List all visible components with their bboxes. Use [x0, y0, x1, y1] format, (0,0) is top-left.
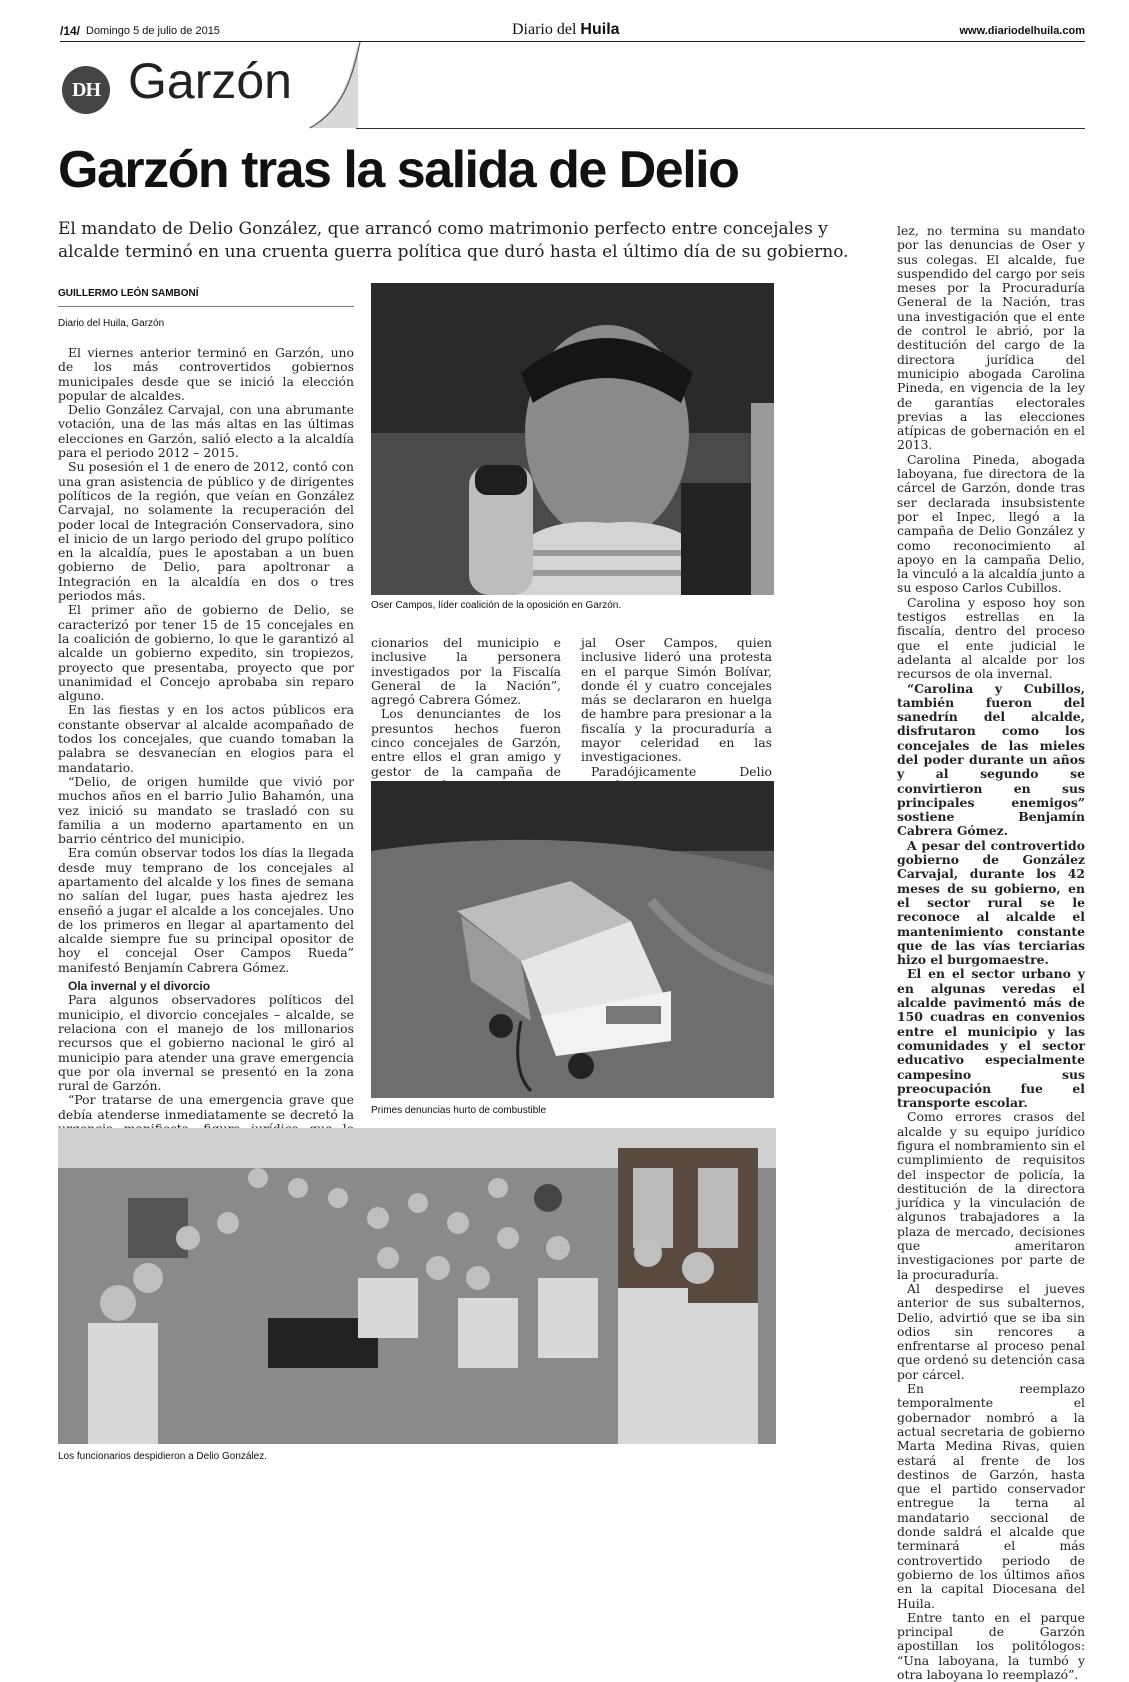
newspaper-name-suffix: Huila	[580, 21, 620, 38]
portrait-image-icon	[371, 283, 774, 595]
dateline: Diario del Huila, Garzón	[58, 318, 165, 329]
paragraph: jal Oser Campos, quien inclusive lideró una protesta en el parque Simón Bolívar, donde él y cuatro concejales más se declararon en huelga de hambre para presionar a la fiscalía y la procuraduría a mayor celeridad en las investigaciones.	[581, 635, 772, 765]
paragraph: Paradójicamente Delio	[591, 763, 772, 779]
paragraph: Carolina Pineda, abogada laboyana, fue directora de la cárcel de Garzón, donde tras ser declarada insubsistente por el Inpec, llegó a la campaña de Delio González y como reconocimiento al apoyo en la campaña Delio, la vinculó a la alcaldía junto a su esposo Carlos Cubillos.	[897, 451, 1085, 596]
section-title: Garzón	[128, 53, 292, 109]
paragraph: “Por tratarse de una emergencia grave que debía atenderse inmediatamente se decretó la	[58, 1092, 354, 1122]
header-rule	[60, 41, 1085, 42]
paragraph: lez, no termina su mandato por las denuncias de Oser y sus colegas. El alcalde, fue suspendido del cargo por seis meses por la Procuraduría General de la Nación, tras una investigación que el ente de control le abrió, por la destitución del cargo de la directora jurídica del municipio abogada Carolina Pineda, en vigencia de la ley de garantías electorales previas a las elecciones atípicas de gobernación en el 2013.	[897, 223, 1085, 453]
paragraph: Al despedirse el jueves anterior de sus subalternos, Delio, advirtió que se iba sin odios sin rencores a enfrentarse al proceso penal que ordenó su detención casa por cárcel.	[897, 1280, 1085, 1382]
photo-caption: Primes denuncias hurto de combustible	[371, 1105, 547, 1116]
paragraph: Su posesión el 1 de enero de 2012, contó con una gran asistencia de público y de dirigentes políticos de la región, que veían en González Carvajal, no solamente la recuperación del poder local de Integración Conservadora, sino el inicio de un largo periodo del grupo político en la alcaldía, pues le apostaban a un buen gobierno de Delio, para apoltronar a Integración en la alcaldía en dos o tres periodos más.	[58, 459, 354, 604]
paragraph: Los denunciantes de los presuntos hechos fueron cinco concejales de Garzón, entre ellos el gran amigo y gestor de la campaña de	[371, 706, 561, 779]
photo-caption: Los funcionarios despidieron a Delio González.	[58, 1451, 268, 1462]
byline: GUILLERMO LEÓN SAMBONÍ	[58, 288, 199, 299]
website-url: www.diariodelhuila.com	[959, 25, 1085, 37]
headline: Garzón tras la salida de Delio	[58, 141, 739, 199]
lead-paragraph: El mandato de Delio González, que arrancó como matrimonio perfecto entre concejales y alcalde terminó en una cruenta guerra política que duró hasta el último día de su gobierno.	[58, 219, 849, 262]
paragraph: “Delio, de origen humilde que vivió por muchos años en el barrio Julio Bahamón, una vez inició su mandato se trasladó con su familia a un moderno apartamento en un barrio céntrico del municipio.	[58, 773, 354, 847]
paragraph: Carolina y esposo hoy son testigos estrellas en la fiscalía, dentro del proceso que el ente judicial le adelanta al alcalde por los recursos de ola invernal.	[897, 594, 1085, 682]
paragraph: En las fiestas y en los actos públicos era constante observar al alcalde acompañado de todos los concejales, que cuando tomaban la palabra se desvanecían en elogios para el mandatario.	[58, 702, 354, 775]
byline-rule	[58, 306, 354, 307]
paragraph: Para algunos observadores políticos del municipio, el divorcio concejales – alcalde, se relaciona con el manejo de los millonarios recursos que el gobierno nacional le giró al municipio para atender una grave emergencia que por ola invernal se presentó en la zona rural de Garzón.	[58, 992, 354, 1094]
column-1	[58, 346, 354, 1194]
subheading: Ola invernal y el divorcio	[68, 979, 211, 994]
column-3	[581, 636, 772, 793]
group-image-icon	[58, 1128, 776, 1444]
photo-oser-campos	[371, 283, 774, 595]
truck-image-icon	[371, 781, 774, 1098]
photo-caption: Oser Campos, líder coalición de la oposición en Garzón.	[371, 600, 622, 611]
paragraph: Entre tanto en el parque principal de Garzón apostillan los politólogos: “Una laboyana, la tumbó y otra laboyana lo reemplazó”.	[897, 1609, 1085, 1682]
paragraph: A pesar del controvertido gobierno de González Carvajal, durante los 42 meses de su gobierno, en el sector rural se le reconoce al alcalde el mantenimiento constante que de las vías terciarias hizo el burgomaestre.	[897, 837, 1085, 968]
newspaper-name-prefix: Diario del	[512, 21, 581, 38]
paragraph: Delio González Carvajal, con una abrumante votación, una de las más altas en las últimas elecciones en Garzón, salió electo a la alcaldía para el periodo 2012 – 2015.	[58, 402, 354, 461]
dh-logo: DH	[62, 66, 110, 114]
paragraph: El en el sector urbano y en algunas veredas el alcalde pavimentó más de 150 cuadras en convenios entre el municipio y las comunidades y el sector educativo especialmente campesino sus preocupación fue el transporte escolar.	[897, 966, 1085, 1111]
issue-date: Domingo 5 de julio de 2015	[86, 25, 220, 37]
paragraph: En reemplazo temporalmente el gobernador nombró a la actual secretaria de gobierno Marta Medina Rivas, quien estará al frente de los destinos de Garzón, hasta que el partido conservador entregue la terna al mandatario seccional de donde saldrá el alcalde que terminará el más controvertido periodo de gobierno de los últimos años en la capital Diocesana del Huila.	[897, 1381, 1085, 1611]
paragraph: Era común observar todos los días la llegada desde muy temprano de los concejales al apartamento del alcalde y los fines de semana no salían del lugar, pues hasta ajedrez les enseñó a jugar el alcalde a los concejales. Uno de los primeros en llegar al apartamento del alcalde siempre fue su principal opositor de hoy el concejal Oser Campos Rueda” manifestó Benjamín Cabrera Gómez.	[58, 845, 354, 975]
page-header	[60, 21, 1085, 42]
column-4	[897, 224, 1085, 1682]
section-rule	[356, 128, 1085, 129]
paragraph: El viernes anterior terminó en Garzón, uno de los más controvertidos gobiernos municipales desde que se inició la elección popular de alcaldes.	[58, 345, 354, 403]
paragraph: Como errores crasos del alcalde y su equipo jurídico figura el nombramiento sin el cumplimiento de requisitos del inspector de policía, la destitución de la directora jurídica y la vinculación de algunos trabajadores a la plaza de mercado, decisiones que ameritaron investigaciones por parte de la procuraduría.	[897, 1109, 1085, 1282]
paragraph: cionarios del municipio e inclusive la personera investigados por la Fiscalía General de la Nación”, agregó Cabrera Gómez.	[371, 635, 561, 708]
paragraph: El primer año de gobierno de Delio, se caracterizó por tener 15 de 15 concejales en la coalición de gobierno, lo que le garantizó al alcalde un gobierno expedito, sin tropiezos, proyecto que presentaba, proyecto que por unanimidad el Concejo aprobaba sin reparo alguno.	[58, 602, 354, 704]
photo-group	[58, 1128, 776, 1444]
page-number: /14/	[60, 24, 81, 38]
newspaper-name	[512, 21, 620, 39]
paragraph: “Carolina y Cubillos, también fueron del sanedrín del alcalde, disfrutaron como los concejales de las mieles del poder durante un años y al segundo se convirtieron en sus principales enemigos” sostiene Benjamín Cabrera Gómez.	[897, 680, 1085, 839]
photo-truck	[371, 781, 774, 1098]
section-swoosh-icon	[300, 40, 370, 130]
column-2	[371, 636, 561, 793]
